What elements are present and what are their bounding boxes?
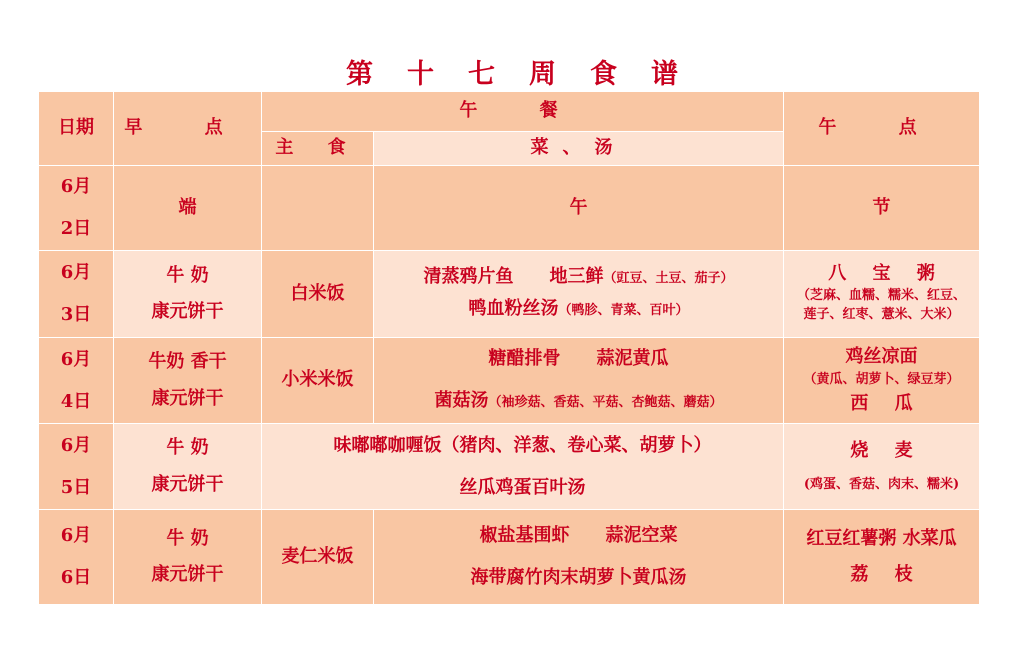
date-month: 6月 bbox=[60, 434, 92, 456]
dish: 蒜泥黄瓜 bbox=[596, 347, 669, 369]
dish: 鸭血粉丝汤 bbox=[468, 298, 559, 319]
dishes-cell bbox=[374, 338, 784, 424]
dish: 蒜泥空菜 bbox=[605, 525, 678, 546]
date-day: 5日 bbox=[60, 476, 92, 498]
date-day: 4日 bbox=[60, 390, 92, 412]
holiday-char: 端 bbox=[114, 166, 262, 251]
staple-cell: 白米饭 bbox=[262, 251, 374, 338]
table-row bbox=[39, 510, 980, 605]
snack-cell bbox=[784, 510, 980, 605]
date-cell bbox=[39, 338, 114, 424]
table-row bbox=[39, 166, 980, 251]
dish-note: （豇豆、土豆、茄子） bbox=[603, 271, 734, 286]
dish: 菌菇汤 bbox=[434, 389, 489, 411]
date-cell bbox=[39, 251, 114, 338]
staple-cell: 麦仁米饭 bbox=[262, 510, 374, 605]
breakfast-item: 牛奶 香干 bbox=[148, 351, 227, 372]
holiday-char: 午 bbox=[374, 166, 784, 251]
dish-note: （袖珍菇、香菇、平菇、杏鲍菇、蘑菇） bbox=[488, 394, 723, 410]
header-breakfast: 早 点 bbox=[114, 92, 262, 166]
dishes-cell bbox=[374, 251, 784, 338]
snack-name: 烧 麦 bbox=[850, 440, 923, 462]
date-day: 6日 bbox=[60, 567, 92, 588]
breakfast-cell bbox=[114, 510, 262, 605]
date-day: 2日 bbox=[60, 218, 92, 239]
snack-note: （黄瓜、胡萝卜、绿豆芽） bbox=[803, 372, 960, 388]
date-day: 3日 bbox=[60, 304, 92, 325]
dish: 地三鲜 bbox=[549, 266, 604, 287]
dish: 糖醋排骨 bbox=[488, 347, 561, 369]
snack-fruit: 荔 枝 bbox=[850, 564, 923, 585]
snack-note: (鸡蛋、香菇、肉末、糯米) bbox=[803, 476, 960, 492]
breakfast-cell bbox=[114, 424, 262, 510]
dish: 清蒸鸦片鱼 bbox=[423, 266, 514, 287]
dishes-cell bbox=[374, 510, 784, 605]
page-title: 第十七周食谱 bbox=[346, 59, 712, 90]
date-month: 6月 bbox=[60, 176, 92, 197]
dish: 椒盐基围虾 bbox=[479, 525, 570, 546]
table-row bbox=[39, 338, 980, 424]
table-row bbox=[39, 424, 980, 510]
date-month: 6月 bbox=[60, 262, 92, 283]
staple-cell: 小米米饭 bbox=[262, 338, 374, 424]
table-row bbox=[39, 251, 980, 338]
header-staple: 主 食 bbox=[262, 132, 374, 166]
breakfast-cell bbox=[114, 338, 262, 424]
dish-note: （鸭胗、青菜、百叶） bbox=[558, 303, 689, 318]
snack-name: 红豆红薯粥 水菜瓜 bbox=[806, 527, 957, 549]
breakfast-item: 康元饼干 bbox=[151, 387, 224, 409]
snack-note: （芝麻、血糯、糯米、红豆、莲子、红枣、薏米、大米） bbox=[796, 288, 966, 323]
breakfast-item: 康元饼干 bbox=[151, 564, 224, 585]
breakfast-item: 牛 奶 bbox=[166, 527, 209, 549]
snack-fruit: 西 瓜 bbox=[850, 392, 923, 414]
snack-cell bbox=[784, 251, 980, 338]
breakfast-item: 牛 奶 bbox=[166, 264, 209, 286]
header-date: 日期 bbox=[39, 92, 114, 166]
snack-name: 八 宝 粥 bbox=[828, 262, 945, 284]
header-snack: 午 点 bbox=[784, 92, 980, 166]
date-cell bbox=[39, 166, 114, 251]
date-cell bbox=[39, 424, 114, 510]
date-month: 6月 bbox=[60, 348, 92, 370]
snack-name: 鸡丝凉面 bbox=[845, 345, 918, 367]
header-lunch: 午 餐 bbox=[262, 92, 784, 132]
menu-table bbox=[38, 91, 980, 605]
breakfast-cell bbox=[114, 251, 262, 338]
holiday-char: 节 bbox=[784, 166, 980, 251]
snack-cell bbox=[784, 424, 980, 510]
date-month: 6月 bbox=[60, 525, 92, 546]
header-dishes: 菜、汤 bbox=[374, 132, 784, 166]
dish: 海带腐竹肉末胡萝卜黄瓜汤 bbox=[470, 567, 687, 588]
combined-lunch-cell bbox=[262, 424, 784, 510]
breakfast-item: 康元饼干 bbox=[151, 301, 224, 322]
breakfast-item: 康元饼干 bbox=[151, 473, 224, 495]
staple-cell bbox=[262, 166, 374, 251]
dish: 丝瓜鸡蛋百叶汤 bbox=[459, 476, 586, 498]
breakfast-item: 牛 奶 bbox=[166, 437, 209, 458]
snack-cell bbox=[784, 338, 980, 424]
dish: 味嘟嘟咖喱饭（猪肉、洋葱、卷心菜、胡萝卜） bbox=[333, 434, 712, 456]
date-cell bbox=[39, 510, 114, 605]
